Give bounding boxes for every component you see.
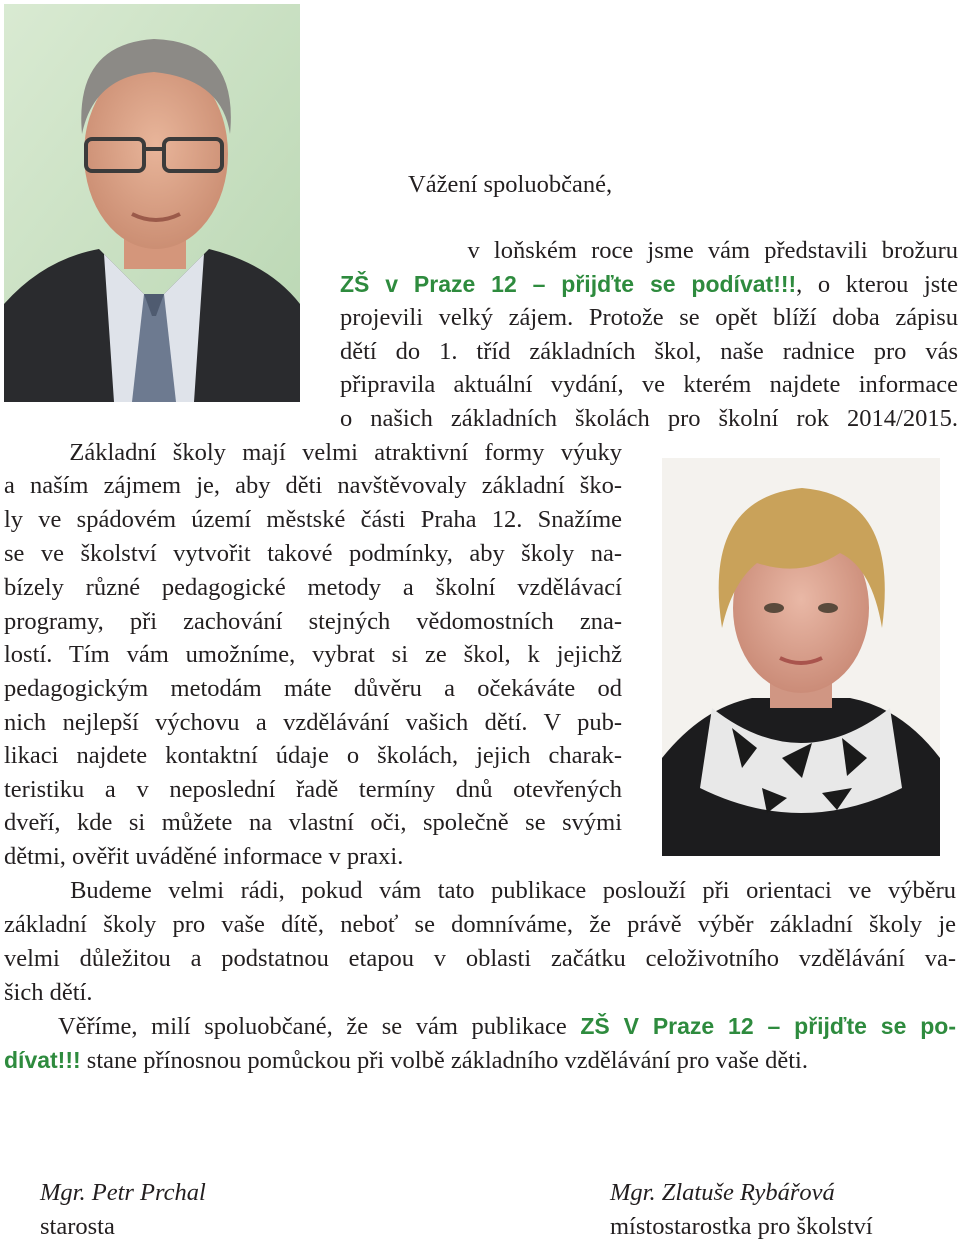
text-segment: dětmi, ověřit uváděné informace v praxi.	[4, 843, 404, 870]
signature-right	[610, 1176, 873, 1244]
text-segment: základní školy pro vaše dítě, neboť se domníváme, že právě výběr základní školy je	[4, 911, 956, 938]
letter-line	[4, 874, 956, 907]
signature-left	[40, 1176, 206, 1244]
letter-line	[4, 1044, 956, 1077]
letter-line	[4, 605, 622, 638]
publication-title: ZŠ v Praze 12 – přijďte se podívat!!!	[340, 271, 797, 297]
signature-left-name: Mgr. Petr Prchal	[40, 1179, 206, 1206]
letter-line	[340, 335, 958, 368]
text-segment: Základní školy mají velmi atraktivní formy výuky	[4, 439, 622, 466]
text-segment: Věříme, milí spoluobčané, že se vám publikace	[4, 1013, 581, 1040]
publication-title: ZŠ V Praze 12 – přijďte se po-	[580, 1013, 956, 1039]
letter-line	[4, 773, 622, 806]
text-segment: v loňském roce jsme vám představili brožuru	[340, 237, 958, 264]
letter-greeting: Vážení spoluobčané,	[408, 171, 613, 198]
letter-line	[4, 638, 622, 671]
text-segment: projevili velký zájem. Protože se opět blíží doba zápisu	[340, 304, 958, 331]
letter-line	[4, 469, 622, 502]
text-segment: dětí do 1. tříd základních škol, naše radnice pro vás	[340, 338, 958, 365]
letter-line	[4, 840, 622, 873]
text-segment: teristiku a v neposlední řadě termíny dnů otevřených	[4, 776, 622, 803]
text-segment: ly ve spádovém území městské části Praha 12. Snažíme	[4, 506, 622, 533]
letter-line	[4, 436, 622, 469]
text-segment: šich dětí.	[4, 979, 93, 1006]
text-segment: stane přínosnou pomůckou při volbě základního vzdělávání pro vaše děti.	[80, 1047, 808, 1074]
text-segment: Budeme velmi rádi, pokud vám tato publikace poslouží při orientaci ve výběru	[4, 877, 956, 904]
letter-line	[340, 368, 958, 401]
signature-left-role: starosta	[40, 1213, 115, 1240]
text-segment: , o kterou jste	[796, 271, 958, 298]
text-segment: programy, při zachování stejných vědomostních zna-	[4, 608, 622, 635]
letter-line	[4, 537, 622, 570]
text-segment: připravila aktuální vydání, ve kterém najdete informace	[340, 371, 958, 398]
letter-line	[4, 571, 622, 604]
text-segment: bízely různé pedagogické metody a školní vzdělávací	[4, 574, 622, 601]
signature-right-role: místostarostka pro školství	[610, 1213, 873, 1240]
letter-line	[4, 806, 622, 839]
text-segment: a naším zájmem je, aby děti navštěvovaly základní ško-	[4, 472, 622, 499]
letter-line	[4, 706, 622, 739]
letter-line	[340, 402, 958, 435]
letter-line	[4, 908, 956, 941]
text-segment: nich nejlepší výchovu a vzdělávání vašich dětí. V pub-	[4, 709, 622, 736]
letter-line	[4, 976, 956, 1009]
letter-line	[340, 268, 958, 301]
letter-line	[4, 503, 622, 536]
letter-line	[4, 672, 622, 705]
letter-line	[340, 234, 958, 267]
text-segment: pedagogickým metodám máte důvěru a očekáváte od	[4, 675, 622, 702]
text-segment: likaci najdete kontaktní údaje o školách, jejich charak-	[4, 742, 622, 769]
letter-line	[4, 942, 956, 975]
letter-line	[4, 1010, 956, 1043]
letter-line	[4, 739, 622, 772]
portrait-deputy-mayor	[662, 458, 940, 856]
portrait-mayor	[4, 4, 300, 402]
signature-right-name: Mgr. Zlatuše Rybářová	[610, 1179, 835, 1206]
text-segment: lostí. Tím vám umožníme, vybrat si ze škol, k jejichž	[4, 641, 622, 668]
text-segment: o našich základních školách pro školní rok 2014/2015.	[340, 405, 958, 432]
text-segment: dveří, kde si můžete na vlastní oči, společně se svými	[4, 809, 622, 836]
text-segment: se ve školství vytvořit takové podmínky, aby školy na-	[4, 540, 622, 567]
text-segment: velmi důležitou a podstatnou etapou v oblasti začátku celoživotního vzdělávání va-	[4, 945, 956, 972]
letter-line	[340, 301, 958, 334]
publication-title: dívat!!!	[4, 1047, 81, 1073]
